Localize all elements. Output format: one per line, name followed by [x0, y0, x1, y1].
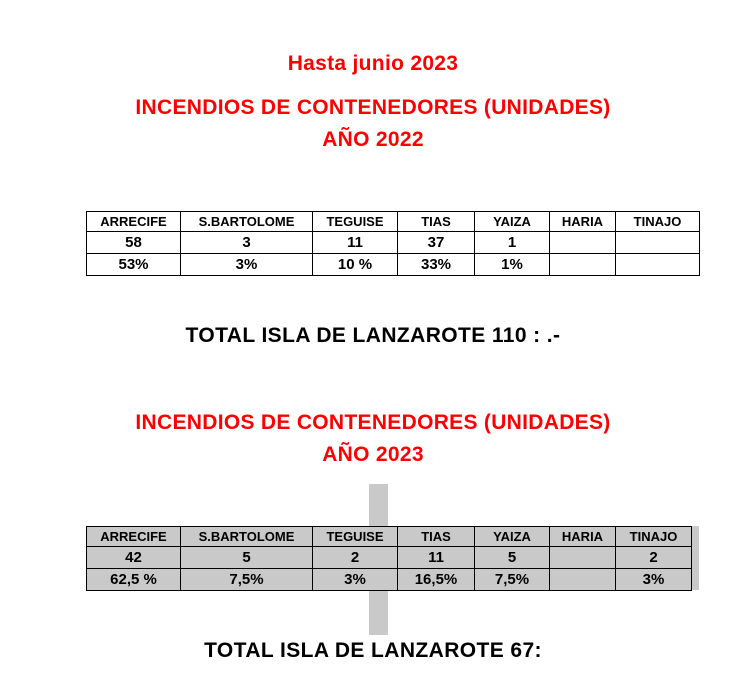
percent-cell: 53%: [87, 254, 181, 276]
report-period-subtitle: Hasta junio 2023: [287, 52, 459, 75]
count-cell: 1: [475, 232, 550, 254]
column-header: S.BARTOLOME: [181, 527, 313, 547]
percent-cell: [550, 254, 616, 276]
count-cell: 11: [313, 232, 398, 254]
column-header: TIAS: [398, 527, 475, 547]
count-cell: 3: [181, 232, 313, 254]
percent-cell: 3%: [313, 569, 398, 591]
percent-cell: 7,5%: [475, 569, 550, 591]
column-header: TINAJO: [616, 527, 692, 547]
gray-highlight-bar-right: [691, 526, 699, 590]
count-cell: 11: [398, 547, 475, 569]
column-header: ARRECIFE: [87, 527, 181, 547]
column-header: TINAJO: [616, 212, 700, 232]
column-header: HARIA: [550, 212, 616, 232]
percent-cell: 3%: [181, 254, 313, 276]
gray-highlight-bar-bottom: [369, 590, 388, 635]
percents-row: [87, 254, 700, 276]
column-header: YAIZA: [475, 527, 550, 547]
counts-row: [87, 232, 700, 254]
total-2022: TOTAL ISLA DE LANZAROTE 110 : .-: [185, 324, 561, 347]
percent-cell: 3%: [616, 569, 692, 591]
count-cell: 2: [616, 547, 692, 569]
percent-cell: [550, 569, 616, 591]
section-2022-year: AÑO 2022: [322, 128, 424, 151]
percent-cell: 1%: [475, 254, 550, 276]
column-header: TEGUISE: [313, 527, 398, 547]
percent-cell: 62,5 %: [87, 569, 181, 591]
count-cell: [550, 547, 616, 569]
count-cell: 37: [398, 232, 475, 254]
counts-row: [87, 547, 692, 569]
incidents-table-2022: [86, 211, 700, 276]
count-cell: 42: [87, 547, 181, 569]
gray-highlight-bar-top: [369, 484, 388, 526]
table-header-row: [87, 212, 700, 232]
percent-cell: 10 %: [313, 254, 398, 276]
percents-row: [87, 569, 692, 591]
count-cell: [550, 232, 616, 254]
section-2023-title: INCENDIOS DE CONTENEDORES (UNIDADES): [135, 411, 611, 434]
section-2022-title: INCENDIOS DE CONTENEDORES (UNIDADES): [135, 96, 611, 119]
count-cell: 58: [87, 232, 181, 254]
count-cell: [616, 232, 700, 254]
column-header: ARRECIFE: [87, 212, 181, 232]
percent-cell: [616, 254, 700, 276]
percent-cell: 7,5%: [181, 569, 313, 591]
table-header-row: [87, 527, 692, 547]
section-2023-year: AÑO 2023: [322, 443, 424, 466]
count-cell: 5: [181, 547, 313, 569]
column-header: TEGUISE: [313, 212, 398, 232]
percent-cell: 16,5%: [398, 569, 475, 591]
count-cell: 2: [313, 547, 398, 569]
column-header: TIAS: [398, 212, 475, 232]
column-header: S.BARTOLOME: [181, 212, 313, 232]
column-header: HARIA: [550, 527, 616, 547]
percent-cell: 33%: [398, 254, 475, 276]
count-cell: 5: [475, 547, 550, 569]
column-header: YAIZA: [475, 212, 550, 232]
total-2023: TOTAL ISLA DE LANZAROTE 67:: [204, 639, 542, 662]
incidents-table-2023: [86, 526, 692, 591]
